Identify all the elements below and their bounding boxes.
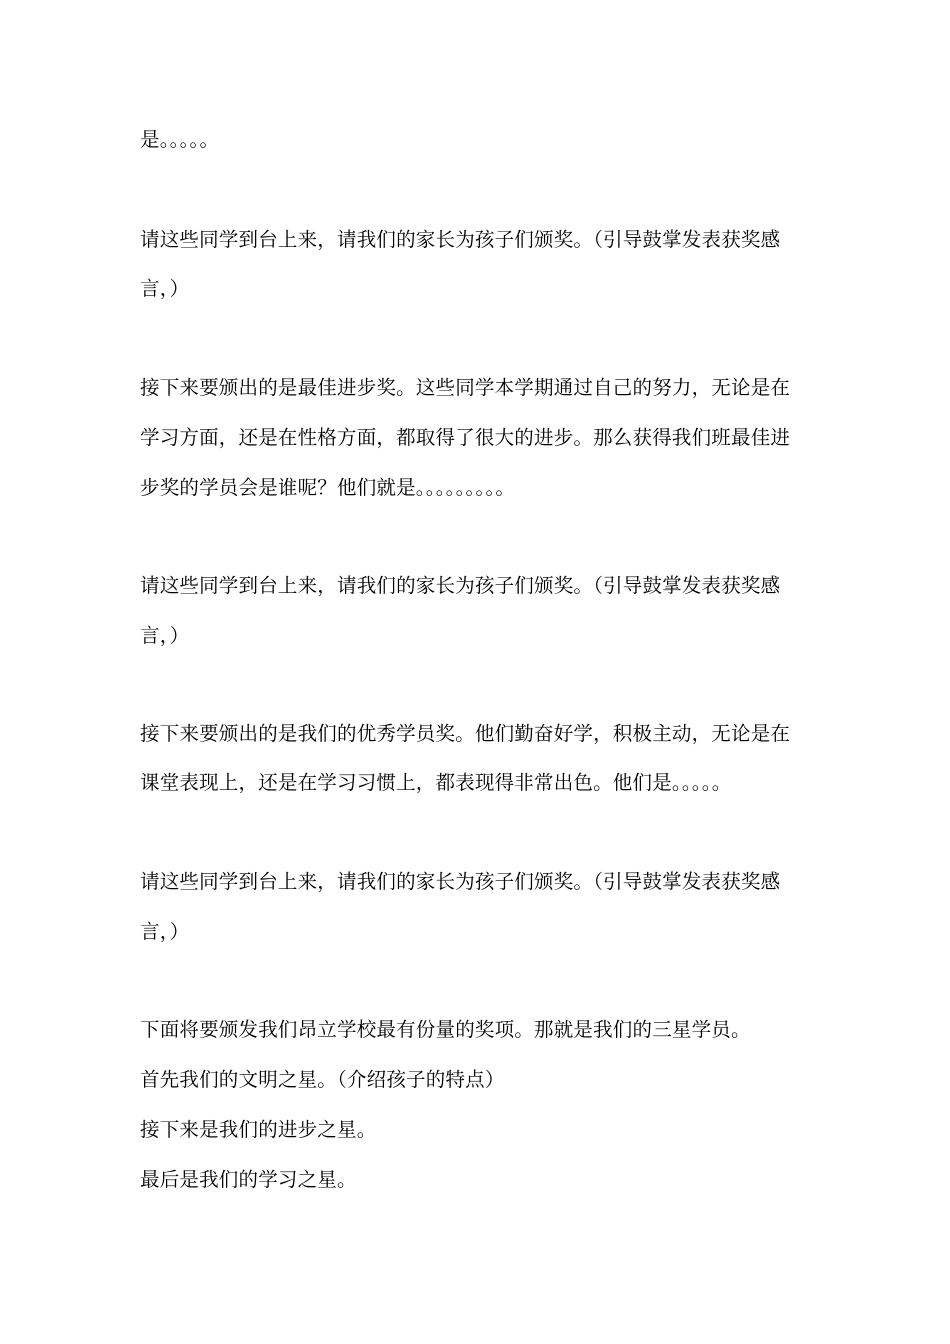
paragraph-line: 接下来是我们的进步之星。 [140, 1118, 377, 1141]
paragraph-line: 请这些同学到台上来，请我们的家长为孩子们颁奖。（引导鼓掌发表获奖感 [140, 574, 781, 597]
paragraph-line: 是。。。。。 [140, 128, 220, 151]
paragraph-line: 言，） [140, 277, 190, 300]
paragraph-line: 言，） [140, 920, 190, 943]
paragraph-line: 学习方面，还是在性格方面，都取得了很大的进步。那么获得我们班最佳进 [140, 426, 791, 449]
paragraph-line: 请这些同学到台上来，请我们的家长为孩子们颁奖。（引导鼓掌发表获奖感 [140, 228, 781, 251]
paragraph-line: 接下来要颁出的是最佳进步奖。这些同学本学期通过自己的努力，无论是在 [140, 376, 791, 399]
paragraph-line: 课堂表现上，还是在学习习惯上，都表现得非常出色。他们是。。。。。 [140, 771, 732, 794]
paragraph-line: 言，） [140, 624, 190, 647]
paragraph-line: 最后是我们的学习之星。 [140, 1168, 357, 1191]
paragraph-line: 接下来要颁出的是我们的优秀学员奖。他们勤奋好学，积极主动，无论是在 [140, 722, 791, 745]
paragraph-line: 首先我们的文明之星。（介绍孩子的特点） [140, 1068, 505, 1091]
paragraph-line: 请这些同学到台上来，请我们的家长为孩子们颁奖。（引导鼓掌发表获奖感 [140, 870, 781, 893]
paragraph-line: 步奖的学员会是谁呢？他们就是。。。。。。。。。 [140, 476, 516, 499]
paragraph-line: 下面将要颁发我们昂立学校最有份量的奖项。那就是我们的三星学员。 [140, 1018, 751, 1041]
